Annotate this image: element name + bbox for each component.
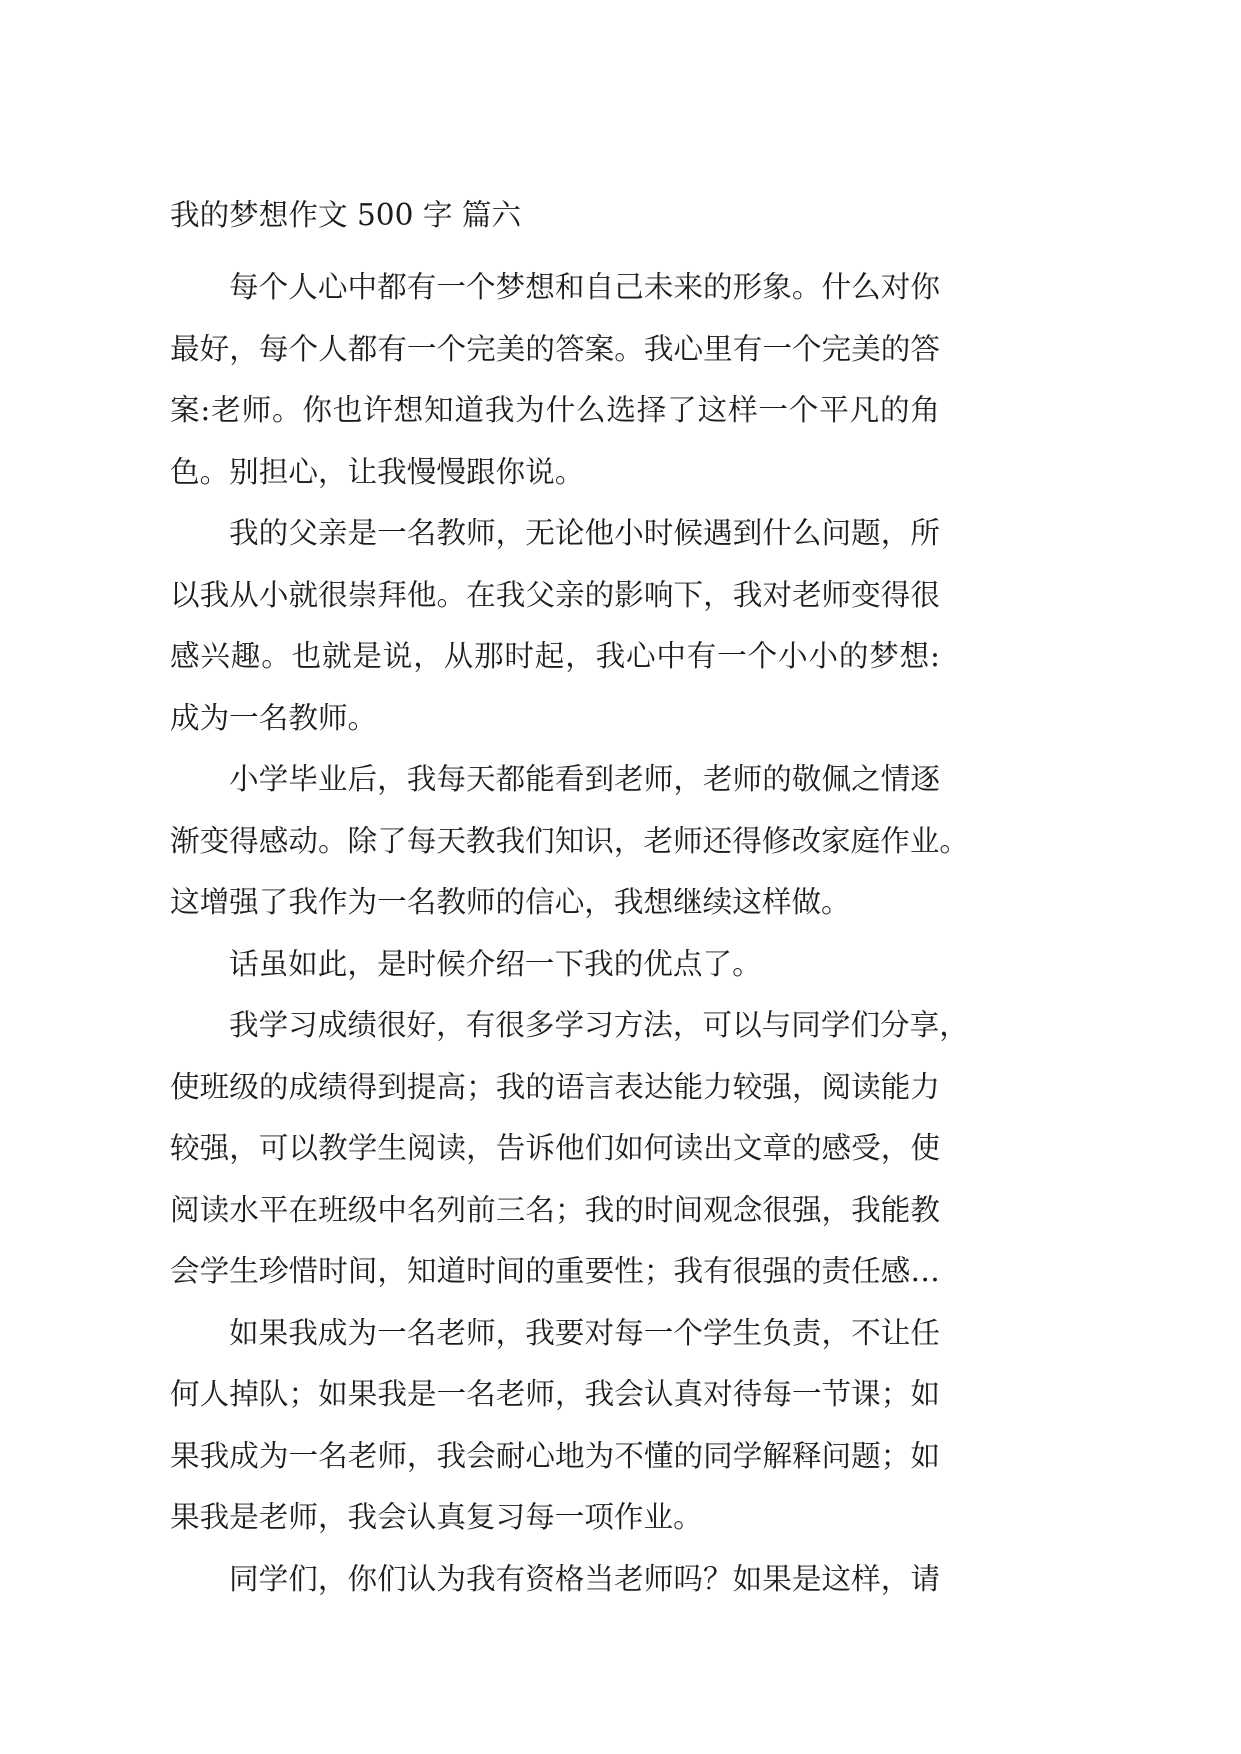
paragraph-line: 渐变得感动。除了每天教我们知识，老师还得修改家庭作业。 <box>170 823 970 858</box>
paragraph <box>170 1303 940 1549</box>
paragraph-line: 较强，可以教学生阅读，告诉他们如何读出文章的感受，使 <box>170 1131 940 1165</box>
paragraph-line: 小学毕业后，我每天都能看到老师，老师的敬佩之情逐 <box>229 762 940 796</box>
paragraph-line: 以我从小就很崇拜他。在我父亲的影响下，我对老师变得很 <box>170 577 940 612</box>
paragraph-line: 果我是老师，我会认真复习每一项作业。 <box>170 1500 703 1534</box>
paragraph-line: 何人掉队；如果我是一名老师，我会认真对待每一节课；如 <box>170 1377 940 1411</box>
paragraph-line: 案:老师。你也许想知道我为什么选择了这样一个平凡的角 <box>170 393 940 427</box>
paragraph <box>170 257 940 503</box>
paragraph-line: 我的父亲是一名教师，无论他小时候遇到什么问题，所 <box>229 516 940 550</box>
paragraph-line: 果我成为一名老师，我会耐心地为不懂的同学解释问题；如 <box>170 1438 940 1473</box>
paragraph <box>170 749 970 934</box>
paragraph-line: 会学生珍惜时间，知道时间的重要性；我有很强的责任感… <box>170 1254 940 1288</box>
paragraph-line: 同学们，你们认为我有资格当老师吗？如果是这样，请 <box>229 1561 940 1596</box>
paragraph-line: 我学习成绩很好，有很多学习方法，可以与同学们分享， <box>229 1008 969 1042</box>
paragraph-line: 感兴趣。也就是说，从那时起，我心中有一个小小的梦想: <box>170 639 940 673</box>
paragraph-line: 阅读水平在班级中名列前三名；我的时间观念很强，我能教 <box>170 1192 940 1227</box>
page-title: 我的梦想作文 500 字 篇六 <box>170 198 522 232</box>
document-body <box>170 257 970 1610</box>
paragraph <box>170 934 940 996</box>
paragraph-line: 最好，每个人都有一个完美的答案。我心里有一个完美的答 <box>170 331 940 366</box>
paragraph <box>170 503 940 749</box>
paragraph <box>170 1549 940 1611</box>
paragraph-line: 使班级的成绩得到提高；我的语言表达能力较强，阅读能力 <box>170 1069 940 1104</box>
paragraph-line: 每个人心中都有一个梦想和自己未来的形象。什么对你 <box>229 270 940 304</box>
paragraph-line: 成为一名教师。 <box>170 700 378 735</box>
paragraph-line: 这增强了我作为一名教师的信心，我想继续这样做。 <box>170 885 851 919</box>
paragraph <box>170 995 969 1303</box>
paragraph-line: 如果我成为一名老师，我要对每一个学生负责，不让任 <box>229 1315 940 1350</box>
paragraph-line: 话虽如此，是时候介绍一下我的优点了。 <box>229 946 762 981</box>
paragraph-line: 色。别担心，让我慢慢跟你说。 <box>170 454 585 489</box>
